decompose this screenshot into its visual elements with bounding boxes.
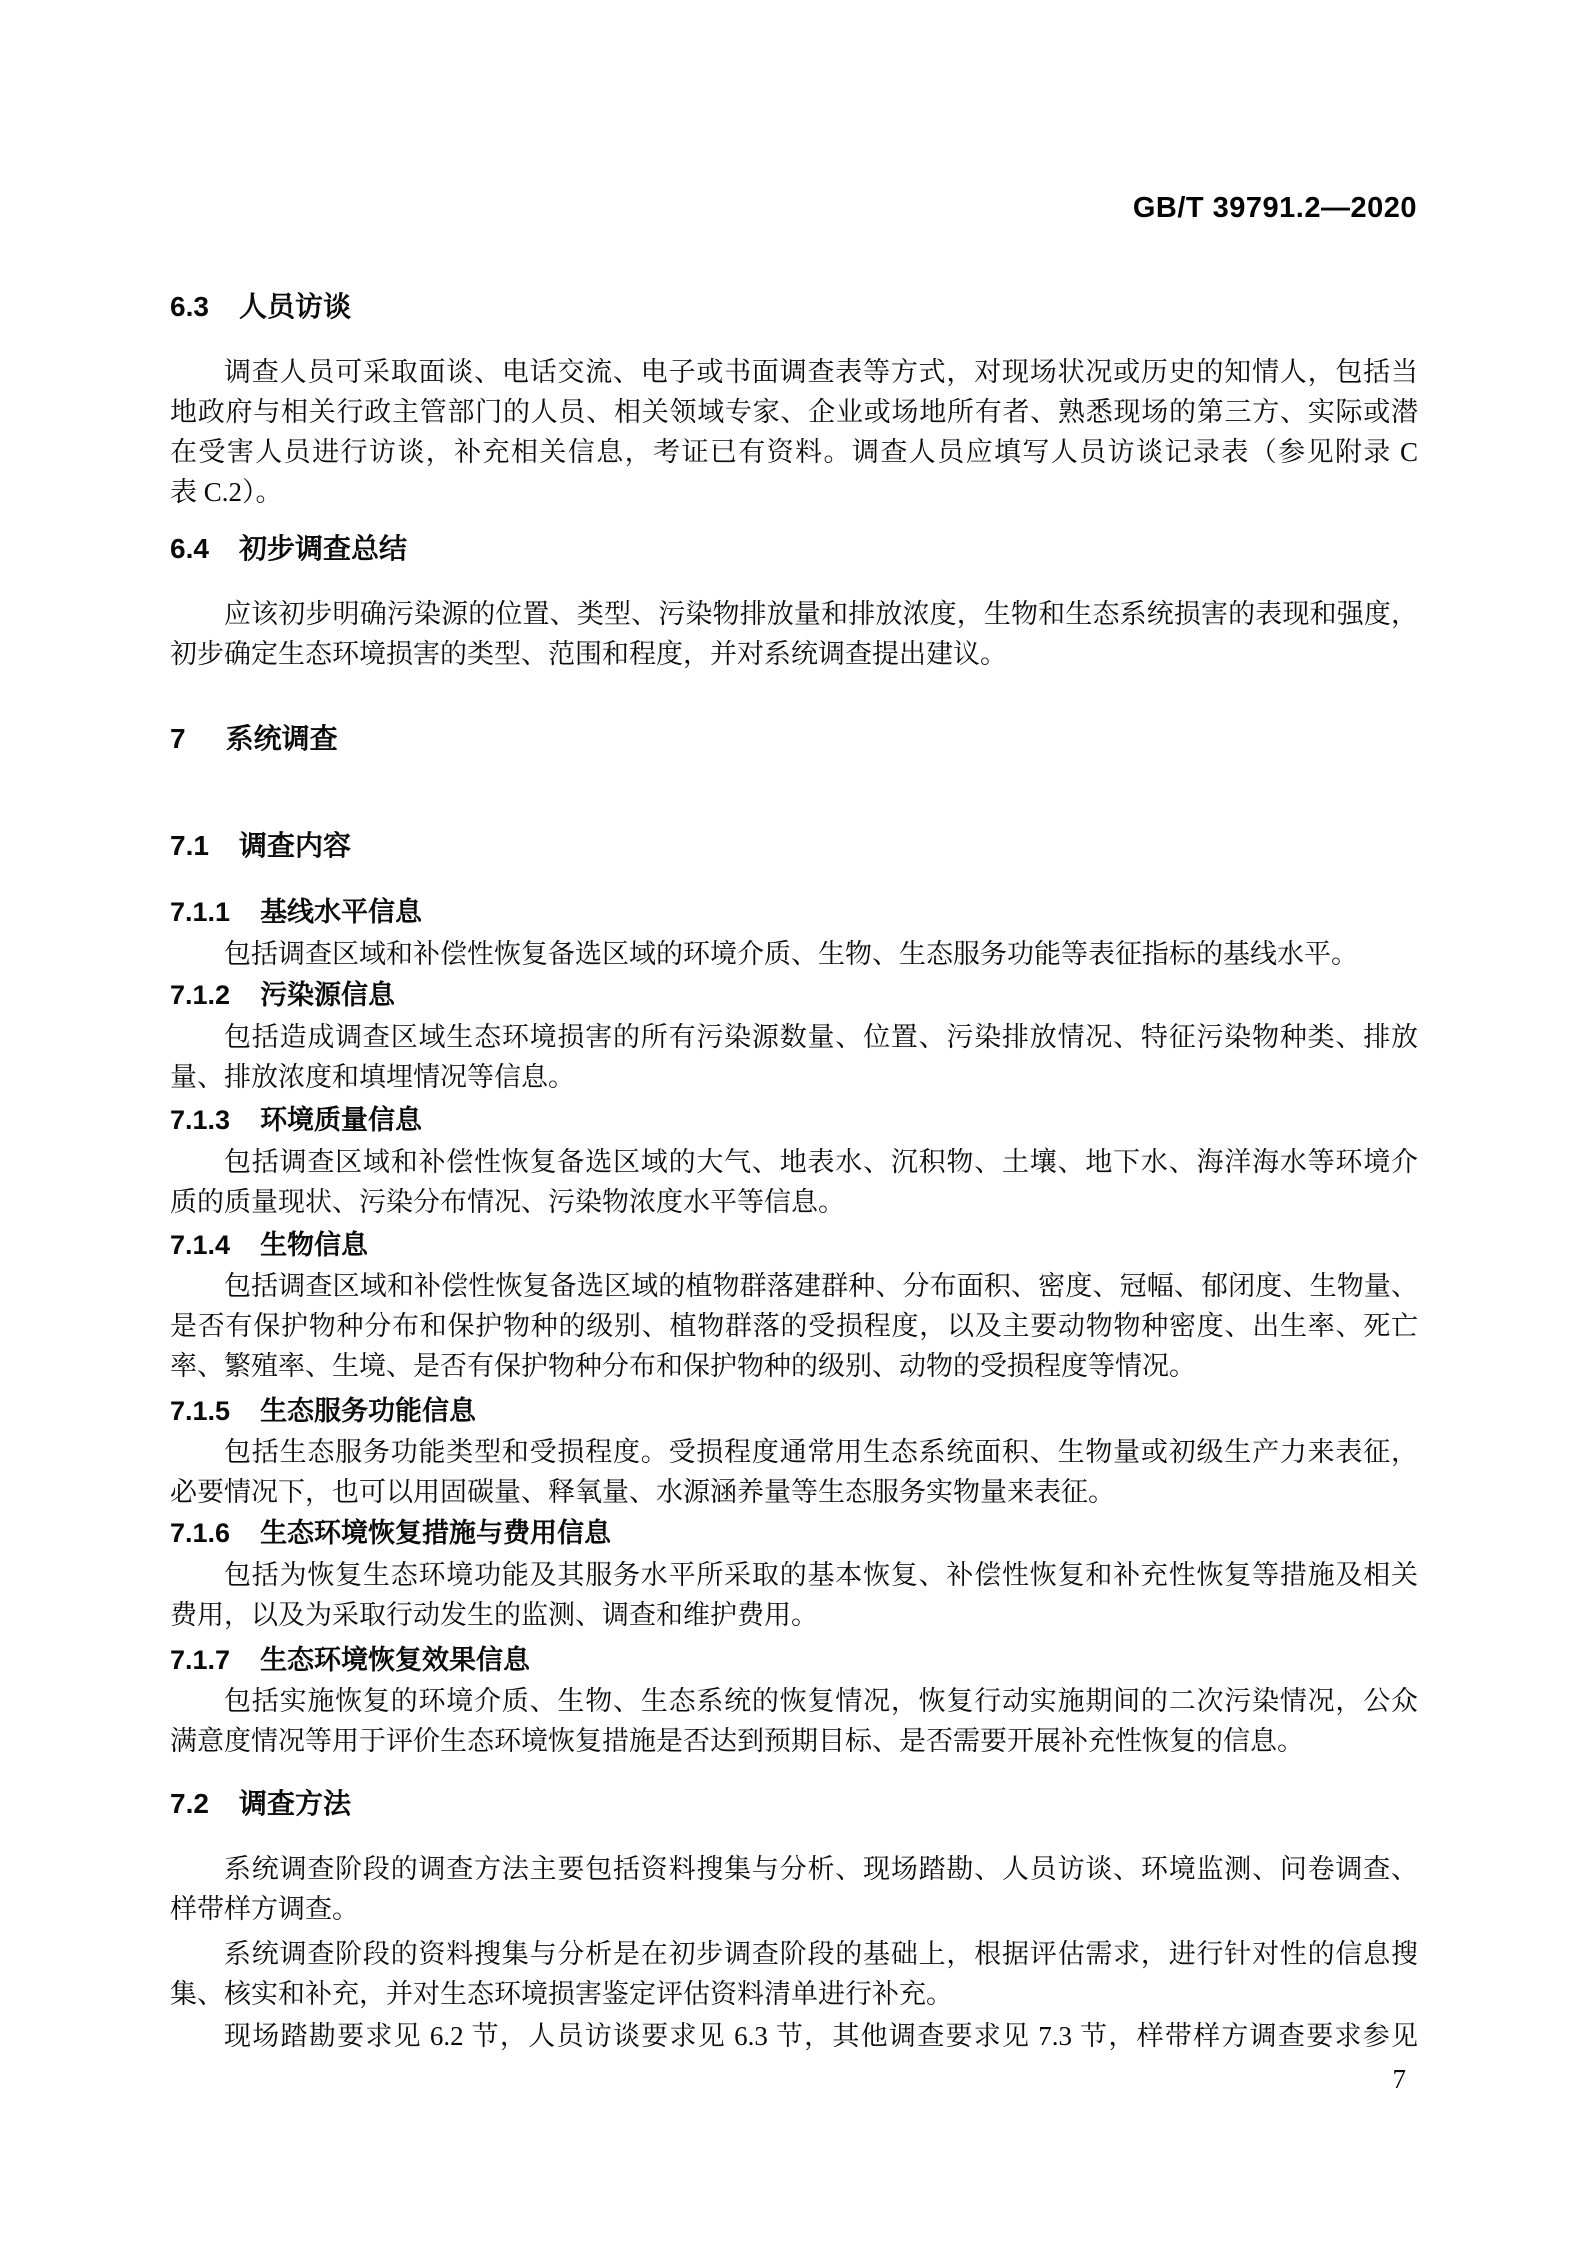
clause-number: 7.1.3 (170, 1105, 231, 1135)
text-line: 集、核实和补充，并对生态环境损害鉴定评估资料清单进行补充。 (170, 1979, 953, 2009)
clause-title: 基线水平信息 (260, 897, 423, 927)
paragraph-baseline-info (170, 934, 1418, 974)
text-line: 现场踏勘要求见 6.2 节，人员访谈要求见 6.3 节，其他调查要求见 7.3 节，样带样方调查要求参见 (224, 2021, 1418, 2051)
clause-number: 7.1 (170, 830, 209, 861)
standard-number-header: GB/T 39791.2—2020 (1132, 192, 1417, 224)
clause-number: 7.1.2 (170, 980, 231, 1010)
clause-title: 调查内容 (238, 830, 351, 861)
clause-number: 6.4 (170, 533, 209, 564)
subsection-heading-7-1-2 (170, 975, 1418, 1015)
text-line: 调查人员可采取面谈、电话交流、电子或书面调查表等方式，对现场状况或历史的知情人，包括当 (224, 357, 1418, 387)
paragraph-ecosystem-service-info (170, 1432, 1418, 1512)
text-line: 费用，以及为采取行动发生的监测、调查和维护费用。 (170, 1600, 818, 1630)
subsection-heading-7-1-3 (170, 1100, 1418, 1140)
subsection-heading-7-1-1 (170, 892, 1418, 932)
clause-number: 7.1.6 (170, 1518, 231, 1548)
paragraph-pollution-source-info (170, 1017, 1418, 1097)
text-line: 包括调查区域和补偿性恢复备选区域的环境介质、生物、生态服务功能等表征指标的基线水平。 (224, 939, 1358, 969)
clause-title: 生态环境恢复效果信息 (260, 1645, 531, 1675)
subsection-heading-7-1-7 (170, 1640, 1418, 1680)
text-line: 包括为恢复生态环境功能及其服务水平所采取的基本恢复、补偿性恢复和补充性恢复等措施及相关 (224, 1560, 1418, 1590)
text-line: 初步确定生态环境损害的类型、范围和程度，并对系统调查提出建议。 (170, 639, 1007, 669)
text-line: 满意度情况等用于评价生态环境恢复措施是否达到预期目标、是否需要开展补充性恢复的信息。 (170, 1726, 1304, 1756)
text-line: 应该初步明确污染源的位置、类型、污染物排放量和排放浓度，生物和生态系统损害的表现和强度， (224, 599, 1418, 629)
clause-title: 生物信息 (260, 1230, 369, 1260)
subsection-heading-7-1-4 (170, 1225, 1418, 1265)
text-line: 系统调查阶段的调查方法主要包括资料搜集与分析、现场踏勘、人员访谈、环境监测、问卷调查、 (224, 1854, 1418, 1884)
page-body (170, 0, 1418, 2056)
text-line: 包括生态服务功能类型和受损程度。受损程度通常用生态系统面积、生物量或初级生产力来表征， (224, 1437, 1418, 1467)
clause-title: 初步调查总结 (238, 533, 407, 564)
clause-number: 6.3 (170, 291, 209, 322)
text-line: 必要情况下，也可以用固碳量、释氧量、水源涵养量等生态服务实物量来表征。 (170, 1477, 1115, 1507)
paragraph-survey-methods-1 (170, 1849, 1418, 1929)
text-line: 地政府与相关行政主管部门的人员、相关领域专家、企业或场地所有者、熟悉现场的第三方、实际或潜 (170, 397, 1418, 427)
text-line: 量、排放浓度和填埋情况等信息。 (170, 1062, 575, 1092)
clause-title: 环境质量信息 (260, 1105, 423, 1135)
paragraph-survey-methods-3 (170, 2016, 1418, 2056)
subsection-heading-7-1-6 (170, 1513, 1418, 1553)
section-heading-6-4 (170, 534, 1418, 564)
clause-title: 调查方法 (238, 1788, 351, 1819)
section-heading-7-2 (170, 1789, 1418, 1819)
text-line: 包括调查区域和补偿性恢复备选区域的植物群落建群种、分布面积、密度、冠幅、郁闭度、生物量、 (224, 1271, 1418, 1301)
clause-title: 系统调查 (225, 723, 338, 754)
clause-number: 7.1.1 (170, 897, 231, 927)
subsection-heading-7-1-5 (170, 1391, 1418, 1431)
clause-title: 污染源信息 (260, 980, 396, 1010)
paragraph-restoration-measures-cost-info (170, 1555, 1418, 1635)
text-line: 是否有保护物种分布和保护物种的级别、植物群落的受损程度，以及主要动物物种密度、出生率、死亡 (170, 1311, 1418, 1341)
text-line: 包括实施恢复的环境介质、生物、生态系统的恢复情况，恢复行动实施期间的二次污染情况，公众 (224, 1686, 1418, 1716)
clause-title: 生态环境恢复措施与费用信息 (260, 1518, 612, 1548)
paragraph-interview (170, 352, 1418, 512)
paragraph-restoration-effect-info (170, 1681, 1418, 1761)
clause-number: 7.2 (170, 1788, 209, 1819)
paragraph-biological-info (170, 1266, 1418, 1386)
chapter-heading-7 (170, 724, 1418, 754)
text-line: 表 C.2）。 (170, 477, 283, 507)
clause-number: 7.1.5 (170, 1396, 231, 1426)
text-line: 包括造成调查区域生态环境损害的所有污染源数量、位置、污染排放情况、特征污染物种类、排放 (224, 1022, 1418, 1052)
paragraph-survey-methods-2 (170, 1934, 1418, 2014)
text-line: 系统调查阶段的资料搜集与分析是在初步调查阶段的基础上，根据评估需求，进行针对性的信息搜 (224, 1939, 1418, 1969)
paragraph-environmental-quality-info (170, 1142, 1418, 1222)
clause-title: 人员访谈 (238, 291, 351, 322)
text-line: 在受害人员进行访谈，补充相关信息，考证已有资料。调查人员应填写人员访谈记录表（参见附录 C (170, 437, 1418, 467)
text-line: 样带样方调查。 (170, 1894, 359, 1924)
section-heading-6-3 (170, 292, 1418, 322)
clause-number: 7.1.7 (170, 1645, 231, 1675)
paragraph-preliminary-summary (170, 594, 1418, 674)
section-heading-7-1 (170, 831, 1418, 861)
clause-number: 7 (170, 723, 186, 754)
clause-title: 生态服务功能信息 (260, 1396, 477, 1426)
page-number: 7 (1392, 2064, 1406, 2094)
text-line: 包括调查区域和补偿性恢复备选区域的大气、地表水、沉积物、土壤、地下水、海洋海水等环境介 (224, 1147, 1418, 1177)
text-line: 率、繁殖率、生境、是否有保护物种分布和保护物种的级别、动物的受损程度等情况。 (170, 1351, 1196, 1381)
text-line: 质的质量现状、污染分布情况、污染物浓度水平等信息。 (170, 1187, 845, 1217)
clause-number: 7.1.4 (170, 1230, 231, 1260)
